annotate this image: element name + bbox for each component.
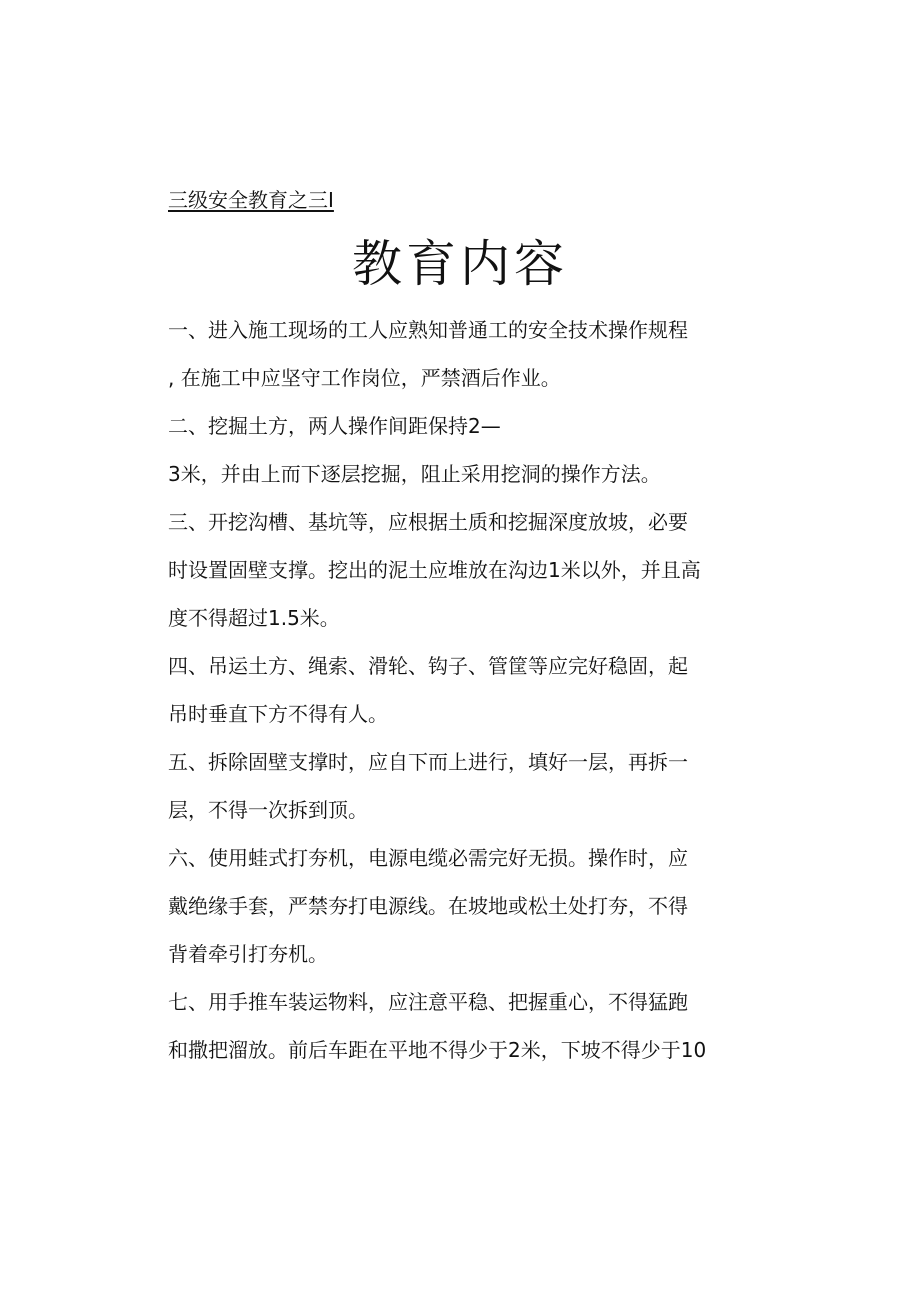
body-line-13: 戴绝缘手套，严禁夯打电源线。在坡地或松土处打夯，不得 bbox=[168, 894, 688, 918]
body-line-4: 3米，并由上而下逐层挖掘，阻止采用挖洞的操作方法。 bbox=[168, 462, 661, 486]
body-line-8: 四、吊运土方、绳索、滑轮、钩子、管筐等应完好稳固，起 bbox=[168, 654, 688, 678]
document-title: 教育内容 bbox=[352, 235, 568, 293]
body-line-2: , 在施工中应坚守工作岗位，严禁酒后作业。 bbox=[168, 366, 561, 390]
body-line-15: 七、用手推车装运物料，应注意平稳、把握重心，不得猛跑 bbox=[168, 990, 688, 1014]
body-line-1: 一、进入施工现场的工人应熟知普通工的安全技术操作规程 bbox=[168, 318, 688, 342]
body-line-3: 二、挖掘土方，两人操作间距保持2— bbox=[168, 414, 501, 438]
body-line-5: 三、开挖沟槽、基坑等，应根据土质和挖掘深度放坡，必要 bbox=[168, 510, 688, 534]
body-line-12: 六、使用蛙式打夯机，电源电缆必需完好无损。操作时，应 bbox=[168, 846, 688, 870]
body-line-16: 和撒把溜放。前后车距在平地不得少于2米，下坡不得少于10 bbox=[168, 1038, 707, 1062]
body-line-6: 时设置固壁支撑。挖出的泥土应堆放在沟边1米以外，并且高 bbox=[168, 558, 701, 582]
body-line-14: 背着牵引打夯机。 bbox=[168, 942, 328, 966]
document-header: 三级安全教育之三I bbox=[168, 188, 334, 212]
body-line-11: 层，不得一次拆到顶。 bbox=[168, 798, 368, 822]
body-line-7: 度不得超过1.5米。 bbox=[168, 606, 340, 630]
body-line-9: 吊时垂直下方不得有人。 bbox=[168, 702, 388, 726]
body-line-10: 五、拆除固壁支撑时，应自下而上进行，填好一层，再拆一 bbox=[168, 750, 688, 774]
